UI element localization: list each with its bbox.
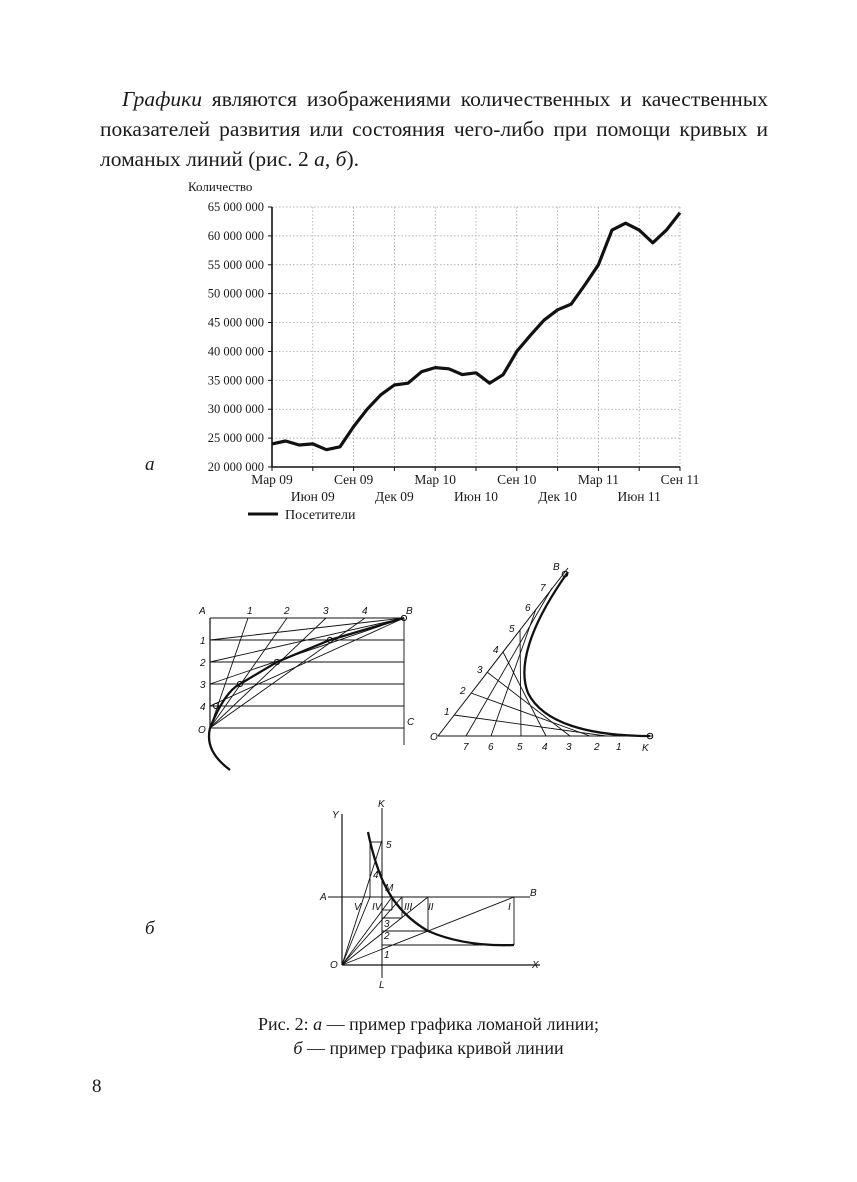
y-tick-label: 45 000 000 <box>207 315 264 330</box>
y-tick-labels <box>208 200 272 474</box>
label-O: O <box>430 732 438 743</box>
curve-envelope-diagram <box>428 558 668 758</box>
y-tick-label: 55 000 000 <box>207 257 264 272</box>
paragraph-end: ). <box>346 147 359 171</box>
label-roman-IV: IV <box>372 902 382 913</box>
x-tick-label-bottom: Июн 10 <box>454 489 498 504</box>
label-B: B <box>530 888 537 899</box>
y-tick-label: 40 000 000 <box>207 344 264 359</box>
label-num-5: 5 <box>386 840 392 851</box>
label-num-1: 1 <box>384 950 390 961</box>
label-X: X <box>532 960 539 971</box>
label-K-top: K <box>378 800 385 810</box>
label-Y: Y <box>332 810 339 821</box>
intro-paragraph <box>100 84 768 174</box>
x-tick-label-bottom: Дек 09 <box>374 489 414 504</box>
label-side-1: 1 <box>200 636 206 647</box>
label-down-7: 7 <box>463 742 469 753</box>
figure-label-a: а <box>145 454 155 475</box>
label-C: C <box>407 717 415 728</box>
label-up-4: 4 <box>493 645 499 656</box>
label-down-3: 3 <box>566 742 572 753</box>
x-tick-label-bottom: Дек 10 <box>538 489 578 504</box>
caption-prefix: Рис. 2: <box>257 1014 314 1034</box>
page-number: 8 <box>92 1076 102 1097</box>
x-tick-label-bottom: Июн 11 <box>617 489 661 504</box>
y-tick-label: 65 000 000 <box>207 200 264 214</box>
caption-line-2 <box>0 1036 857 1060</box>
label-up-2: 2 <box>460 686 466 697</box>
x-tick-label-top: Сен 10 <box>497 472 537 487</box>
label-up-5: 5 <box>509 624 515 635</box>
label-down-2: 2 <box>594 742 600 753</box>
y-tick-label: 60 000 000 <box>207 228 264 243</box>
y-tick-label: 20 000 000 <box>207 460 264 474</box>
label-top-1: 1 <box>247 606 253 617</box>
label-num-2: 2 <box>384 931 390 942</box>
label-side-4: 4 <box>200 702 206 713</box>
x-tick-label-top: Мар 10 <box>414 472 457 487</box>
x-tick-labels <box>251 467 699 504</box>
label-side-2: 2 <box>200 658 206 669</box>
y-tick-label: 25 000 000 <box>207 431 264 446</box>
label-num-3: 3 <box>384 919 390 930</box>
hyperbola-construction-diagram <box>318 800 548 990</box>
x-tick-label-bottom: Июн 09 <box>290 489 335 504</box>
x-tick-label-top: Мар 09 <box>251 472 293 487</box>
label-roman-V: V <box>354 902 361 913</box>
label-up-1: 1 <box>444 707 450 718</box>
label-roman-I: I <box>508 902 511 913</box>
caption-text-a: — пример графика ломаной линии; <box>322 1014 600 1034</box>
label-down-1: 1 <box>616 742 622 753</box>
label-up-6: 6 <box>525 603 531 614</box>
label-M: M <box>385 883 394 894</box>
x-tick-label-top: Сен 09 <box>333 472 374 487</box>
caption-letter-a: а <box>313 1014 323 1034</box>
figure-caption <box>0 1012 857 1060</box>
caption-line-1 <box>0 1012 857 1036</box>
paragraph-body: являются изображениями количественных и качественных показателей развития или состояния чего-либо при помощи кривых и ломаных линий (рис. 2 <box>100 87 768 171</box>
y-tick-label: 30 000 000 <box>207 402 264 417</box>
x-tick-label-top: Сен 11 <box>660 472 700 487</box>
label-A: A <box>199 606 206 617</box>
label-L: L <box>379 980 385 990</box>
label-top-4: 4 <box>362 606 368 617</box>
chart-grid <box>272 207 680 467</box>
label-down-5: 5 <box>517 742 523 753</box>
label-B: B <box>406 606 413 617</box>
label-down-6: 6 <box>488 742 494 753</box>
label-up-7: 7 <box>540 583 546 594</box>
ref-a: а <box>314 147 325 171</box>
label-num-4: 4 <box>373 870 379 881</box>
legend-label: Посетители <box>285 508 356 523</box>
term-graphs: Графики <box>122 87 202 111</box>
label-down-4: 4 <box>542 742 548 753</box>
figure-label-b: б <box>145 918 155 939</box>
y-axis-label: Количество <box>188 179 253 194</box>
label-top-2: 2 <box>284 606 290 617</box>
caption-text-b: — пример графика кривой линии <box>302 1038 564 1058</box>
caption-letter-b: б <box>293 1038 303 1058</box>
label-K: K <box>642 743 649 754</box>
label-roman-III: III <box>404 902 413 913</box>
label-O: O <box>198 725 206 736</box>
y-tick-label: 35 000 000 <box>207 373 264 388</box>
visitors-line-chart <box>180 176 720 536</box>
label-A: A <box>320 892 327 903</box>
x-tick-label-top: Мар 11 <box>577 472 619 487</box>
label-O: O <box>330 960 338 971</box>
label-side-3: 3 <box>200 680 206 691</box>
label-B: B <box>553 562 560 573</box>
label-roman-II: II <box>428 902 434 913</box>
label-up-3: 3 <box>477 665 483 676</box>
label-top-3: 3 <box>323 606 329 617</box>
ref-b: б <box>335 147 347 171</box>
ref-sep: , <box>324 147 336 171</box>
y-tick-label: 50 000 000 <box>207 286 264 301</box>
broken-line-construction-diagram <box>192 600 422 775</box>
